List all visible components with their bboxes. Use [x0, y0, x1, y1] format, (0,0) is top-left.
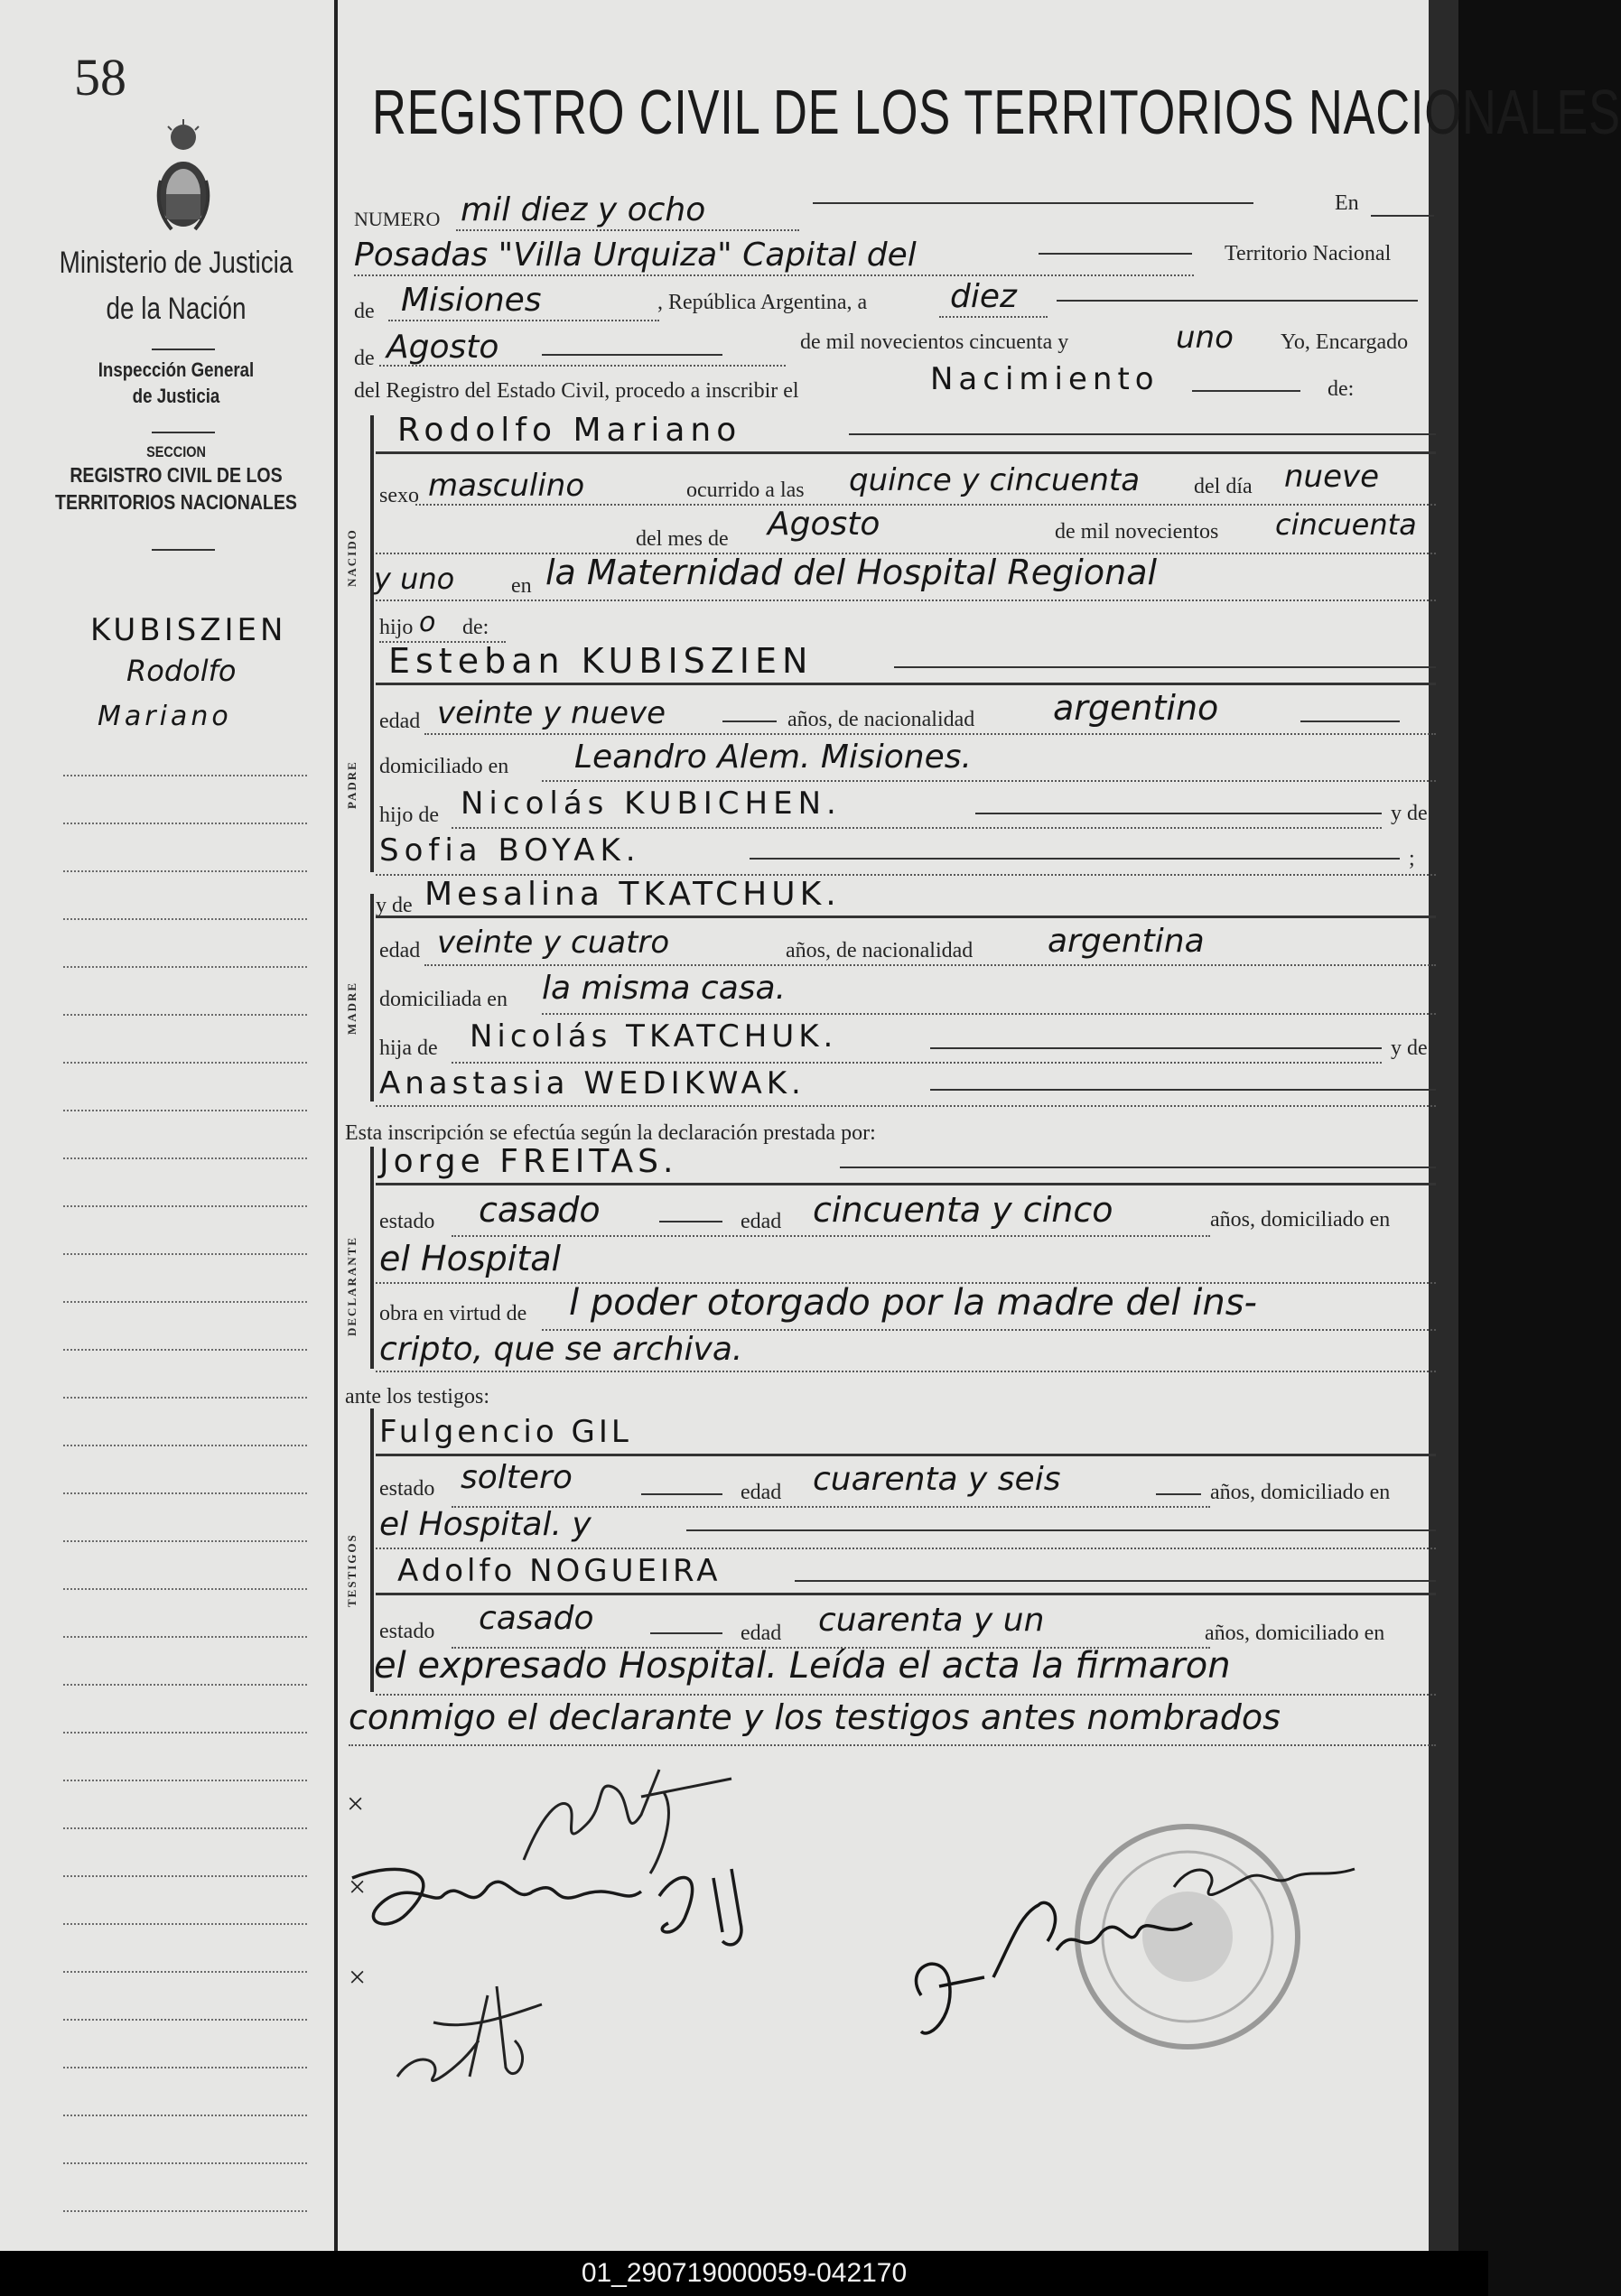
madre-anos-label: años, de nacionalidad: [786, 939, 974, 962]
testigo2-name-rule: [376, 1593, 1436, 1595]
margin-ruled-line: [63, 1588, 307, 1590]
page-number: 58: [74, 48, 126, 107]
testigo1-name-value: Fulgencio GIL: [379, 1414, 632, 1450]
padre-y-de-label: y de: [1391, 802, 1428, 825]
madre-name-value: Mesalina TKATCHUK.: [424, 876, 841, 913]
madre-side-label: MADRE: [345, 981, 359, 1035]
section-label: SECCION: [146, 443, 206, 460]
declarante-anos-label: años, domiciliado en: [1210, 1208, 1391, 1232]
hour-value: quince y cincuenta: [849, 462, 1141, 498]
padre-anos-label: años, de nacionalidad: [787, 708, 975, 731]
testigos-intro: ante los testigos:: [345, 1385, 489, 1408]
page-edge-shadow: [1429, 0, 1458, 2251]
testigo-signature-icon: [379, 1968, 560, 2095]
testigo2-estado-value: casado: [479, 1600, 594, 1637]
nacido-name-value: Rodolfo Mariano: [397, 412, 742, 449]
madre-y-de-label-2: y de: [1391, 1036, 1428, 1060]
madre-bracket: [370, 894, 374, 1102]
padre-hijo-de-label: hijo de: [379, 804, 439, 827]
testigo1-domicilio-value: el Hospital. y: [379, 1506, 592, 1543]
place-dotted-line: [354, 274, 1194, 276]
place-en-label: en: [511, 574, 532, 598]
ministry-heading: [27, 246, 325, 327]
sexo-value: masculino: [428, 468, 585, 504]
padre-edad-dotted-line: [424, 733, 1436, 735]
padre-name-rule: [376, 683, 1436, 685]
padre-side-label: PADRE: [345, 760, 359, 809]
republica-label: , República Argentina, a: [657, 291, 868, 314]
margin-ruled-line: [63, 966, 307, 968]
mil-label: de mil novecientos: [1055, 520, 1219, 544]
madre-edad-dotted-line: [424, 964, 1436, 966]
hijo-suffix: o: [419, 607, 436, 638]
place-value: Posadas "Villa Urquiza" Capital del: [354, 237, 917, 274]
declarante-name-dash: [840, 1167, 1436, 1168]
madre-father-dash: [930, 1047, 1382, 1049]
madre-domicilio-label: domiciliada en: [379, 988, 508, 1011]
padre-father-value: Nicolás KUBICHEN.: [461, 785, 842, 822]
madre-edad-value: veinte y cuatro: [437, 925, 670, 961]
birth-year-value-2: y uno: [374, 562, 455, 596]
de-label-2: de: [354, 347, 375, 370]
margin-ruled-line: [63, 1780, 307, 1781]
margin-ruled-line: [63, 918, 307, 920]
day-dash: [1057, 300, 1418, 302]
margin-ruled-line: [63, 1349, 307, 1351]
event-dash: [1192, 390, 1300, 392]
madre-domicilio-value: la misma casa.: [542, 970, 787, 1007]
inspection-heading: [27, 358, 325, 409]
section-line-1: REGISTRO CIVIL DE LOS: [70, 463, 283, 488]
padre-edad-dash: [722, 720, 777, 722]
sidebar-divider-1: [152, 349, 215, 350]
margin-ruled-line: [63, 1301, 307, 1303]
inspection-line-2: de Justicia: [132, 384, 220, 407]
sidebar-divider-2: [152, 432, 215, 433]
testigo1-edad-label: edad: [741, 1481, 782, 1504]
declarante-name-value: Jorge FREITAS.: [379, 1143, 678, 1180]
padre-hijo-dotted-line: [452, 827, 1382, 829]
de-label-1: de: [354, 300, 375, 323]
padre-mother-dash: [750, 858, 1400, 860]
signature-mark-2: ×: [349, 1871, 367, 1904]
madre-dom-dotted-line: [542, 1013, 1436, 1015]
de-colon: de:: [1328, 377, 1355, 401]
margin-ruled-line: [63, 2115, 307, 2116]
numero-dotted-line: [456, 229, 799, 231]
madre-edad-label: edad: [379, 939, 421, 962]
nacido-name-rule: [376, 451, 1436, 454]
margin-ruled-line: [63, 1492, 307, 1494]
padre-edad-label: edad: [379, 710, 421, 733]
madre-hija-dotted-line: [452, 1062, 1382, 1064]
margin-ruled-line: [63, 1923, 307, 1925]
margin-border-line: [334, 0, 338, 2251]
testigo1-estado-label: estado: [379, 1477, 435, 1501]
testigo2-edad-value: cuarenta y un: [818, 1602, 1045, 1639]
territorio-label: Territorio Nacional: [1225, 242, 1392, 265]
hijo-de-label: de:: [462, 616, 489, 639]
declarante-estado-dotted-line: [452, 1235, 1210, 1237]
place-dash: [1039, 253, 1192, 255]
testigo1-name-rule: [376, 1454, 1436, 1456]
madre-mother-value: Anastasia WEDIKWAK.: [379, 1065, 806, 1102]
nacido-side-label: NACIDO: [345, 528, 359, 587]
nacido-name-dash: [849, 433, 1436, 435]
sexo-dotted-line: [415, 504, 1436, 506]
margin-ruled-line: [63, 1253, 307, 1255]
declarante-estado-dash: [659, 1221, 722, 1222]
testigo2-name-value: Adolfo NOGUEIRA: [397, 1553, 722, 1589]
event-value: Nacimiento: [930, 361, 1160, 397]
madre-hija-de-label: hija de: [379, 1036, 438, 1060]
section-line-2: TERRITORIOS NACIONALES: [55, 489, 297, 514]
margin-ruled-line: [63, 2162, 307, 2164]
birth-place-value: la Maternidad del Hospital Regional: [545, 553, 1158, 592]
en-label: En: [1335, 191, 1359, 215]
declarante-bracket: [370, 1147, 374, 1369]
month-value: Agosto: [387, 329, 499, 366]
margin-ruled-line: [63, 1636, 307, 1638]
madre-father-value: Nicolás TKATCHUK.: [470, 1018, 838, 1055]
declarante-domicilio-value: el Hospital: [379, 1239, 562, 1278]
officer-signature-icon: [867, 1842, 1373, 2059]
margin-ruled-line: [63, 1971, 307, 1973]
birth-month-value: Agosto: [768, 506, 880, 543]
margin-ruled-line: [63, 1445, 307, 1446]
padre-dom-dotted-line: [542, 780, 1436, 782]
padre-bracket: [370, 659, 374, 872]
declarante-edad-value: cincuenta y cinco: [813, 1190, 1113, 1230]
closing-text: conmigo el declarante y los testigos antes nombrados: [349, 1697, 1281, 1737]
margin-ruled-line: [63, 775, 307, 776]
padre-domicilio-value: Leandro Alem. Misiones.: [574, 739, 972, 776]
padre-semicolon: ;: [1409, 847, 1415, 870]
declarante-estado-label: estado: [379, 1210, 435, 1233]
testigo1-dom-dash: [686, 1529, 1436, 1531]
testigo2-estado-label: estado: [379, 1620, 435, 1643]
numero-dash: [813, 202, 1253, 204]
margin-ruled-line: [63, 2019, 307, 2021]
ministry-line-1: Ministerio de Justicia: [59, 246, 293, 280]
hijo-label: hijo: [379, 616, 414, 639]
sexo-label: sexo: [379, 484, 419, 507]
testigo1-dom-dotted-line: [376, 1548, 1436, 1549]
padre-name-value: Esteban KUBISZIEN: [388, 641, 814, 681]
section-heading: [27, 442, 325, 516]
place-dotted-line-2: [376, 600, 1436, 601]
year-label: de mil novecientos cincuenta y: [800, 330, 1069, 354]
numero-label: NUMERO: [354, 208, 441, 230]
padre-father-dash: [975, 813, 1382, 814]
testigo2-anos-label: años, domiciliado en: [1205, 1622, 1385, 1645]
obra-value-2: cripto, que se archiva.: [379, 1331, 743, 1368]
testigo2-domicilio-value: el expresado Hospital. Leída el acta la firmaron: [374, 1645, 1231, 1687]
registro-label: del Registro del Estado Civil, procedo a inscribir el: [354, 379, 799, 403]
closing-dotted-line: [349, 1744, 1436, 1746]
margin-name-2: Mariano: [98, 701, 232, 732]
ministry-line-2: de la Nación: [106, 292, 247, 327]
declarante-side-label: DECLARANTE: [345, 1235, 359, 1336]
margin-ruled-line: [63, 2210, 307, 2212]
margin-name-1: Rodolfo: [126, 654, 237, 688]
margin-ruled-line: [63, 823, 307, 824]
madre-mother-dash: [930, 1089, 1436, 1091]
testigo1-edad-value: cuarenta y seis: [813, 1461, 1061, 1498]
margin-ruled-line: [63, 1827, 307, 1829]
month-dotted-line: [379, 365, 786, 367]
en-dash: [1371, 215, 1434, 217]
del-mes-label: del mes de: [636, 527, 729, 551]
margin-ruled-line: [63, 1732, 307, 1734]
madre-y-de-label: y de: [376, 894, 413, 917]
obra-dotted-line-2: [376, 1371, 1436, 1372]
del-dia-label: del día: [1194, 475, 1253, 498]
padre-mother-value: Sofia BOYAK.: [379, 832, 641, 869]
testigo1-anos-label: años, domiciliado en: [1210, 1481, 1391, 1504]
signature-mark-1: ×: [347, 1788, 365, 1821]
birth-day-value: nueve: [1284, 459, 1380, 495]
padre-edad-value: veinte y nueve: [437, 695, 666, 731]
day-dotted-line: [939, 316, 1048, 318]
padre-name-dash: [894, 666, 1436, 668]
nacido-bracket: [370, 415, 374, 679]
numero-value: mil diez y ocho: [461, 191, 706, 228]
margin-ruled-line: [63, 1110, 307, 1111]
testigo2-estado-dash: [650, 1632, 722, 1634]
margin-ruled-line: [63, 1157, 307, 1159]
madre-nacionalidad-value: argentina: [1048, 923, 1205, 960]
testigo1-estado-value: soltero: [461, 1459, 573, 1496]
declarante-name-rule: [376, 1183, 1436, 1185]
testigo2-dom-dotted-line: [376, 1694, 1436, 1696]
margin-ruled-line: [63, 1014, 307, 1016]
testigo1-edad-dash: [1156, 1493, 1201, 1495]
month-dash: [542, 354, 722, 356]
national-coat-of-arms-icon: [152, 117, 215, 237]
margin-ruled-line: [63, 1540, 307, 1542]
padre-nacionalidad-value: argentino: [1053, 688, 1219, 728]
margin-ruled-line: [63, 1062, 307, 1064]
testigo1-estado-dash: [641, 1493, 722, 1495]
margin-ruled-line: [63, 1205, 307, 1207]
declaracion-intro: Esta inscripción se efectúa según la declaración prestada por:: [345, 1121, 876, 1145]
margin-ruled-line: [63, 1684, 307, 1686]
padre-domicilio-label: domiciliado en: [379, 755, 509, 778]
inspection-line-1: Inspección General: [98, 358, 255, 381]
encargado-label: Yo, Encargado: [1281, 330, 1409, 354]
margin-ruled-line: [63, 1397, 307, 1399]
birth-year-value-1: cincuenta: [1275, 507, 1417, 542]
padre-nac-dash: [1300, 720, 1400, 722]
image-caption: 01_290719000059-042170: [0, 2251, 1488, 2296]
declarante-edad-label: edad: [741, 1210, 782, 1233]
margin-ruled-line: [63, 870, 307, 872]
testigos-side-label: TESTIGOS: [345, 1533, 359, 1607]
margin-ruled-line: [63, 2067, 307, 2068]
obra-label: obra en virtud de: [379, 1302, 527, 1325]
margin-surname: KUBISZIEN: [90, 612, 287, 648]
signature-mark-3: ×: [349, 1961, 367, 1994]
territory-value: Misiones: [401, 282, 542, 319]
sidebar-divider-3: [152, 549, 215, 551]
madre-name-rule: [376, 916, 1436, 918]
obra-value: l poder otorgado por la madre del ins-: [569, 1282, 1257, 1324]
document-title: REGISTRO CIVIL DE LOS TERRITORIOS NACIONALES: [372, 77, 1621, 147]
declarante-estado-value: casado: [479, 1190, 601, 1230]
territory-dotted-line: [388, 320, 659, 321]
year-value: uno: [1176, 320, 1234, 356]
ocurrido-label: ocurrido a las: [686, 479, 805, 502]
margin-ruled-line: [63, 1875, 307, 1877]
day-value: diez: [950, 278, 1017, 315]
testigo2-name-dash: [795, 1580, 1436, 1582]
testigo2-edad-label: edad: [741, 1622, 782, 1645]
madre-mother-dotted-line: [376, 1105, 1436, 1107]
fulgencio-gil-signature-icon: [343, 1842, 795, 1959]
